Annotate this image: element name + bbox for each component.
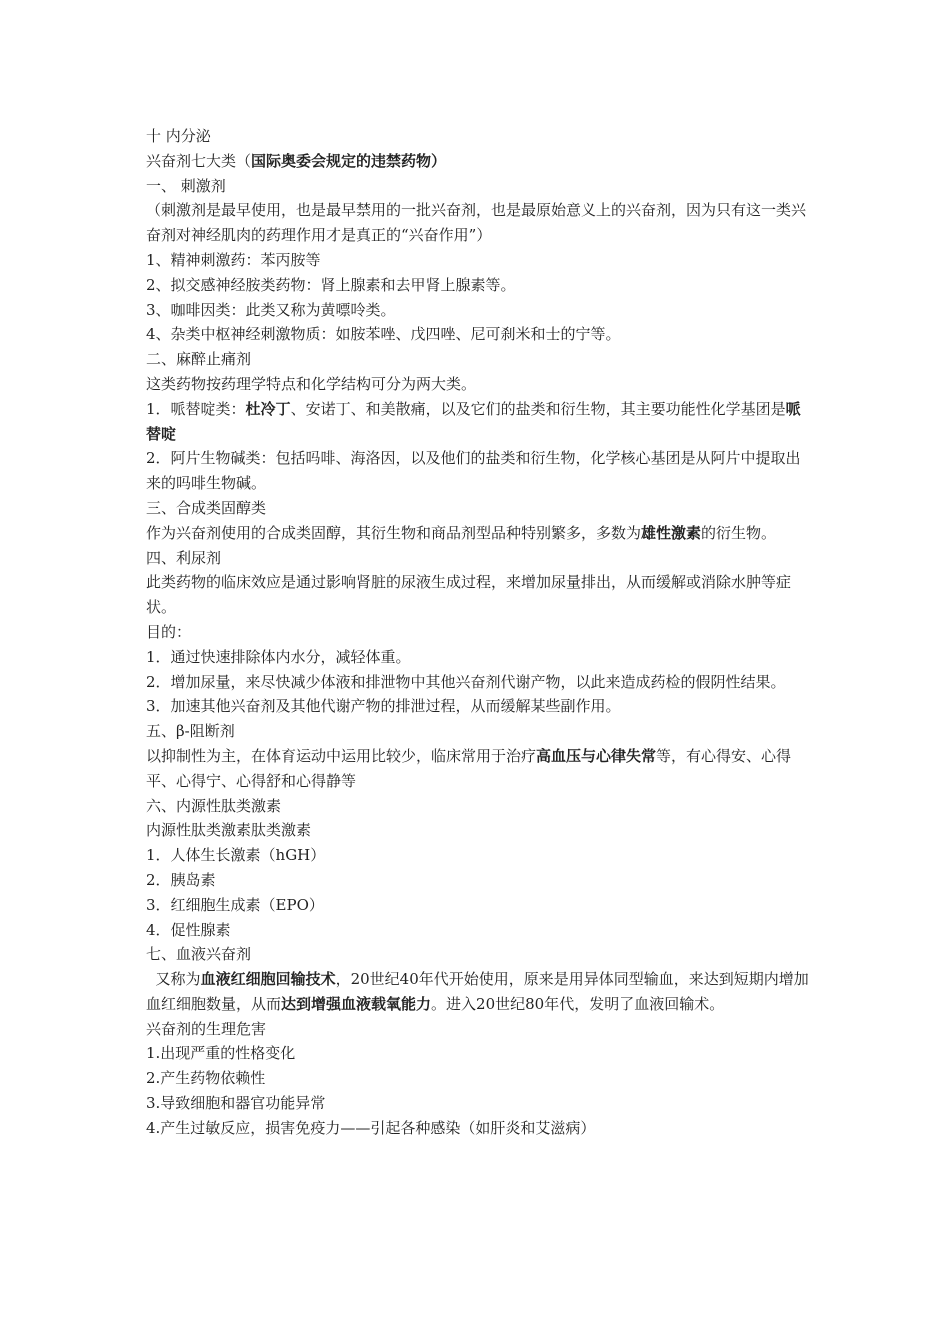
- section-heading-3: 三、合成类固醇类: [146, 498, 267, 517]
- section-heading-6: 六、内源性肽类激素: [146, 796, 282, 815]
- text-run: 、安诺丁、和美散痛，以及它们的盐类和衍生物，其主要功能性化学基团是: [290, 399, 786, 418]
- bold-text-run: 达到增强血液载氧能力: [281, 994, 432, 1013]
- bold-text-run: 高血压与心律失常: [536, 746, 657, 765]
- list-item: [146, 397, 814, 447]
- list-item: 4、杂类中枢神经刺激物质：如胺苯唑、戊四唑、尼可刹米和士的宁等。: [146, 325, 621, 344]
- list-item: 2．阿片生物碱类：包括吗啡、海洛因，以及他们的盐类和衍生物，化学核心基团是从阿片中提取出来的吗啡生物碱。: [146, 449, 801, 493]
- bold-text-run: 雄性激素: [641, 523, 702, 542]
- list-item: 4.产生过敏反应，损害免疫力——引起各种感染（如肝炎和艾滋病）: [146, 1118, 596, 1137]
- heading-bold-text: 国际奥委会规定的违禁药物）: [251, 151, 447, 170]
- list-item: 1.出现严重的性格变化: [146, 1044, 296, 1063]
- bold-text-run: 哌替啶: [146, 399, 801, 443]
- section-4-body: 此类药物的临床效应是通过影响肾脏的尿液生成过程，来增加尿量排出，从而缓解或消除水肿等症状。: [146, 573, 792, 617]
- list-item: 4．促性腺素: [146, 920, 231, 939]
- bold-text-run: 杜冷丁: [245, 399, 291, 418]
- text-run: 。进入20世纪80年代，发明了血液回输术。: [431, 994, 725, 1013]
- chapter-title: 十 内分泌: [146, 127, 211, 145]
- section-4-goal-label: 目的：: [146, 622, 192, 641]
- list-item: 3．红细胞生成素（EPO）: [146, 895, 324, 914]
- section-heading-5: 五、β-阻断剂: [146, 722, 235, 741]
- text-run: ，20世纪40年代开始使用，原来是用异体同型输血，来达到短期内增加血红细胞数量，从而: [146, 970, 809, 1013]
- section-heading-4: 四、利尿剂: [146, 548, 222, 567]
- list-item: 3、咖啡因类：此类又称为黄嘌呤类。: [146, 300, 396, 319]
- list-item: 2．增加尿量，来尽快减少体液和排泄物中其他兴奋剂代谢产物，以此来造成药检的假阴性结果。: [146, 672, 786, 691]
- list-item: 2.产生药物依赖性: [146, 1069, 266, 1088]
- bold-text-run: 血液红细胞回输技术: [200, 970, 336, 989]
- text-run: 又称为: [146, 970, 201, 989]
- document-body: [146, 124, 814, 1141]
- text-run: 的衍生物。: [701, 523, 777, 542]
- list-item: 3.导致细胞和器官功能异常: [146, 1094, 326, 1113]
- section-3-body: [146, 521, 814, 546]
- section-5-body: [146, 744, 814, 794]
- text-run: 作为兴奋剂使用的合成类固醇，其衍生物和商品剂型品种特别繁多，多数为: [146, 523, 642, 542]
- section-heading-2: 二、麻醉止痛剂: [146, 350, 252, 369]
- section-7-body: [146, 967, 814, 1017]
- list-item: 1、精神刺激药：苯丙胺等: [146, 250, 321, 269]
- section-heading-1: 一、 刺激剂: [146, 176, 226, 195]
- section-6-intro: 内源性肽类激素肽类激素: [146, 821, 312, 840]
- text-run: 1．哌替啶类：: [146, 399, 246, 418]
- text-run: 等，有心得安、心得平、心得宁、心得舒和心得静等: [146, 746, 792, 790]
- section-1-intro: （刺激剂是最早使用，也是最早禁用的一批兴奋剂，也是最原始意义上的兴奋剂，因为只有这一类兴奋剂对神经肌肉的药理作用才是真正的“兴奋作用”）: [146, 201, 807, 245]
- list-item: 2．胰岛素: [146, 870, 216, 889]
- list-item: 3．加速其他兴奋剂及其他代谢产物的排泄过程，从而缓解某些副作用。: [146, 697, 621, 716]
- list-item: 1．通过快速排除体内水分，减轻体重。: [146, 647, 411, 666]
- harms-heading: 兴奋剂的生理危害: [146, 1019, 267, 1038]
- text-run: 以抑制性为主，在体育运动中运用比较少，临床常用于治疗: [146, 746, 537, 765]
- section-2-intro: 这类药物按药理学特点和化学结构可分为两大类。: [146, 374, 477, 393]
- section-heading-7: 七、血液兴奋剂: [146, 945, 252, 964]
- doping-categories-heading: [146, 149, 814, 174]
- list-item: 1．人体生长激素（hGH）: [146, 846, 326, 865]
- list-item: 2、拟交感神经胺类药物：肾上腺素和去甲肾上腺素等。: [146, 275, 516, 294]
- heading-text: 兴奋剂七大类（: [146, 151, 252, 170]
